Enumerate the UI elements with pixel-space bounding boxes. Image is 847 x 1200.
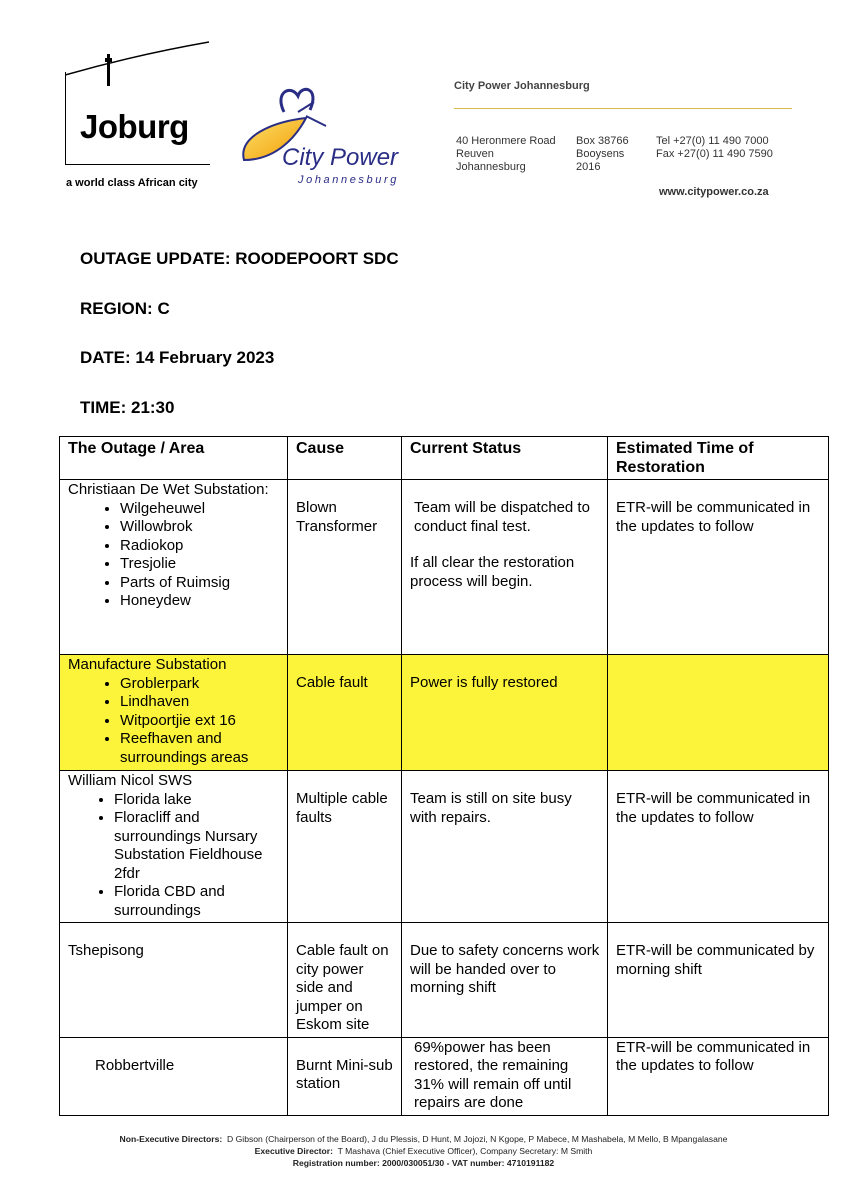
letterhead-address: 40 Heronmere Road Reuven Johannesburg [456, 135, 556, 173]
header-etr: Estimated Time of Restoration [608, 437, 829, 480]
list-item: • Radiokop [120, 537, 281, 556]
list-item: • Florida CBD and surroundings [114, 883, 281, 920]
letterhead-website[interactable]: www.citypower.co.za [659, 186, 769, 198]
outage-table [59, 436, 829, 1116]
cause-cell: Blown Transformer [288, 480, 402, 655]
etr-cell [608, 655, 829, 771]
list-item: • Wilgeheuwel [120, 500, 281, 519]
doc-date: DATE: 14 February 2023 [80, 348, 275, 367]
list-item: • Reefhaven and surroundings areas [120, 730, 281, 767]
cause-cell: Multiple cable faults [288, 771, 402, 923]
joburg-tagline: a world class African city [66, 177, 198, 189]
status-cell: 69%power has been restored, the remaining 31% will remain off until repairs are done [402, 1037, 608, 1115]
area-cell: Christiaan De Wet Substation: • Wilgeheuwel • Willowbrok • Radiokop • Tresjolie • Parts of Ruimsig • Honeydew [60, 480, 288, 655]
list-item: • Parts of Ruimsig [120, 574, 281, 593]
letterhead-box: Box 38766 Booysens 2016 [576, 135, 629, 173]
list-item: • Lindhaven [120, 693, 281, 712]
table-row [60, 923, 829, 1038]
list-item: • Groblerpark [120, 675, 281, 694]
letterhead-company: City Power Johannesburg [454, 80, 590, 92]
table-row [60, 655, 829, 771]
status-cell: Team is still on site busy with repairs. [402, 771, 608, 923]
letterhead-phones: Tel +27(0) 11 490 7000 Fax +27(0) 11 490 7590 [656, 135, 773, 160]
doc-title: OUTAGE UPDATE: ROODEPOORT SDC [80, 249, 399, 268]
citypower-name: City Power [282, 144, 399, 171]
table-row [60, 1037, 829, 1115]
table-header-row [60, 437, 829, 480]
doc-region: REGION: C [80, 299, 170, 318]
footer-registration: Registration number: 2000/030051/30 - VAT number: 4710191182 [292, 1158, 555, 1168]
list-item: • Willowbrok [120, 518, 281, 537]
etr-cell: ETR-will be communicated in the updates to follow [608, 771, 829, 923]
area-list [68, 675, 281, 768]
area-list [68, 500, 281, 611]
joburg-wordmark: Joburg [80, 108, 189, 145]
footer-executive: Executive Director: T Mashava (Chief Executive Officer), Company Secretary: M Smith [254, 1146, 593, 1156]
joburg-skyline-icon [65, 40, 209, 100]
list-item: • Honeydew [120, 592, 281, 611]
list-item: • Witpoortjie ext 16 [120, 712, 281, 731]
letterhead-rule [454, 108, 792, 109]
status-cell: Power is fully restored [402, 655, 608, 771]
table-row [60, 771, 829, 923]
header-status: Current Status [402, 437, 608, 480]
status-cell: Due to safety concerns work will be handed over to morning shift [402, 923, 608, 1038]
cause-cell: Cable fault on city power side and jumper on Eskom site [288, 923, 402, 1038]
cause-cell: Burnt Mini-sub station [288, 1037, 402, 1115]
etr-cell: ETR-will be communicated in the updates to follow [608, 480, 829, 655]
footer-directors: Non-Executive Directors: D Gibson (Chairperson of the Board), J du Plessis, D Hunt, M Jojozi, N Kgope, P Mabece, M Mashabela, M Mello, B Mpangalasane [119, 1134, 728, 1144]
area-cell: Robbertville [60, 1037, 288, 1115]
table-row [60, 480, 829, 655]
cause-cell: Cable fault [288, 655, 402, 771]
etr-cell: ETR-will be communicated in the updates to follow [608, 1037, 829, 1115]
list-item: • Tresjolie [120, 555, 281, 574]
etr-cell: ETR-will be communicated by morning shift [608, 923, 829, 1038]
area-cell: Manufacture Substation • Groblerpark • Lindhaven • Witpoortjie ext 16 • Reefhaven and surroundings areas [60, 655, 288, 771]
status-cell: Team will be dispatched to conduct final test. If all clear the restoration process will begin. [402, 480, 608, 655]
header-cause: Cause [288, 437, 402, 480]
citypower-subname: Johannesburg [298, 174, 399, 186]
list-item: • Florida lake [114, 791, 281, 810]
header-area: The Outage / Area [60, 437, 288, 480]
list-item: • Floracliff and surroundings Nursary Substation Fieldhouse 2fdr [114, 809, 281, 883]
area-list [68, 791, 281, 921]
area-cell: Tshepisong [60, 923, 288, 1038]
area-cell: William Nicol SWS • Florida lake • Floracliff and surroundings Nursary Substation Fieldhouse 2fdr • Florida CBD and surroundings [60, 771, 288, 923]
doc-time: TIME: 21:30 [80, 398, 175, 417]
